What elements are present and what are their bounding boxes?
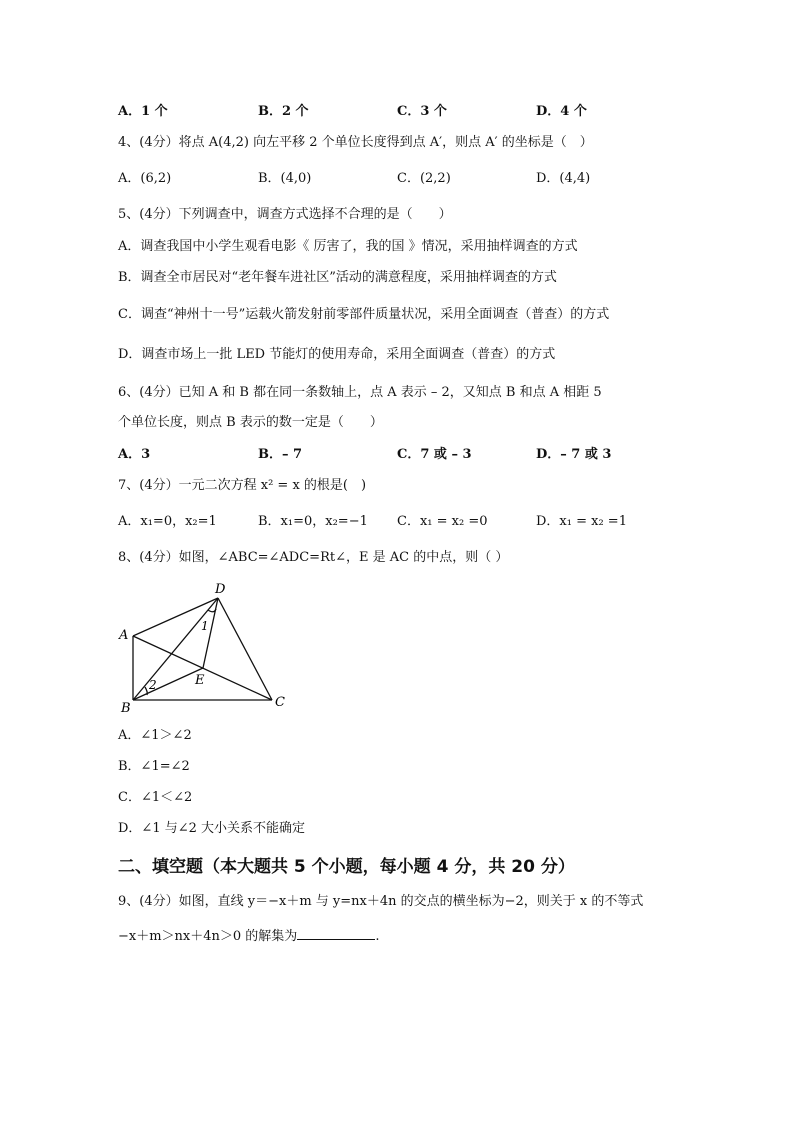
q5-stem: 5、(4分）下列调查中，调查方式选择不合理的是（ ） <box>118 207 452 222</box>
q8-option-b: B．∠1=∠2 <box>118 759 190 774</box>
label-c: C <box>275 695 285 710</box>
q5-option-c: C．调查“神州十一号”运载火箭发射前零部件质量状况，采用全面调查（普查）的方式 <box>118 307 610 322</box>
q8-option-a: A．∠1＞∠2 <box>118 728 192 743</box>
q3-option-d: D．4 个 <box>536 104 587 119</box>
segment-bd <box>133 598 218 700</box>
label-b: B <box>121 701 131 716</box>
q7-option-d: D．x₁ = x₂ =1 <box>536 514 627 529</box>
q4-option-c: C．(2,2) <box>397 171 451 186</box>
q3-option-c: C．3 个 <box>397 104 447 119</box>
q5-option-b: B．调查全市居民对“老年餐车进社区”活动的满意程度，采用抽样调查的方式 <box>118 270 557 285</box>
q9-answer-blank <box>297 926 375 940</box>
q4-option-d: D．(4,4) <box>536 171 591 186</box>
q6-option-c: C．7 或 – 3 <box>397 447 472 462</box>
q6-option-b: B．– 7 <box>258 447 303 462</box>
q4-stem: 4、(4分）将点 A(4,2) 向左平移 2 个单位长度得到点 A′，则点 A′ 的坐标是（ ） <box>118 135 593 150</box>
q8-stem: 8、(4分）如图，∠ABC=∠ADC=Rt∠，E 是 AC 的中点，则（ ） <box>118 550 509 565</box>
segment-dc <box>218 598 272 700</box>
q5-option-d: D．调查市场上一批 LED 节能灯的使用寿命，采用全面调查（普查）的方式 <box>118 347 556 362</box>
label-e: E <box>195 673 205 688</box>
q3-option-a: A．1 个 <box>118 104 168 119</box>
q4-option-a: A．(6,2) <box>118 171 172 186</box>
q7-stem: 7、(4分）一元二次方程 x² = x 的根是( ) <box>118 478 367 493</box>
q8-option-d: D．∠1 与∠2 大小关系不能确定 <box>118 821 306 836</box>
q3-option-b: B．2 个 <box>258 104 309 119</box>
q7-option-b: B．x₁=0，x₂=−1 <box>258 514 368 529</box>
label-d: D <box>215 582 226 597</box>
q9-stem-end: . <box>375 929 380 944</box>
q6-option-d: D．– 7 或 3 <box>536 447 612 462</box>
q6-stem-line2: 个单位长度，则点 B 表示的数一定是（ ） <box>118 415 383 430</box>
section-title: 二、填空题（本大题共 5 个小题，每小题 4 分，共 20 分） <box>118 857 575 877</box>
q9-stem-line1: 9、(4分）如图，直线 y＝−x＋m 与 y=nx＋4n 的交点的横坐标为−2，则关于 x 的不等式 <box>118 894 644 909</box>
q9-stem-line2-text: −x＋m＞nx＋4n＞0 的解集为 <box>118 929 298 944</box>
q9-stem-line2 <box>118 926 379 946</box>
segment-be <box>133 668 203 700</box>
q7-option-c: C．x₁ = x₂ =0 <box>397 514 488 529</box>
label-angle-2: 2 <box>149 678 157 692</box>
label-angle-1: 1 <box>201 619 209 633</box>
q4-option-b: B．(4,0) <box>258 171 312 186</box>
q7-option-a: A．x₁=0，x₂=1 <box>118 514 217 529</box>
q5-option-a: A．调查我国中小学生观看电影《 厉害了，我的国 》情况，采用抽样调查的方式 <box>118 239 578 254</box>
q8-geometry-figure <box>110 578 300 718</box>
segment-de <box>203 598 218 668</box>
q8-option-c: C．∠1＜∠2 <box>118 790 193 805</box>
q6-stem-line1: 6、(4分）已知 A 和 B 都在同一条数轴上，点 A 表示 – 2，又知点 B 和点 A 相距 5 <box>118 385 602 400</box>
q6-option-a: A．3 <box>118 447 151 462</box>
label-a: A <box>119 628 129 643</box>
